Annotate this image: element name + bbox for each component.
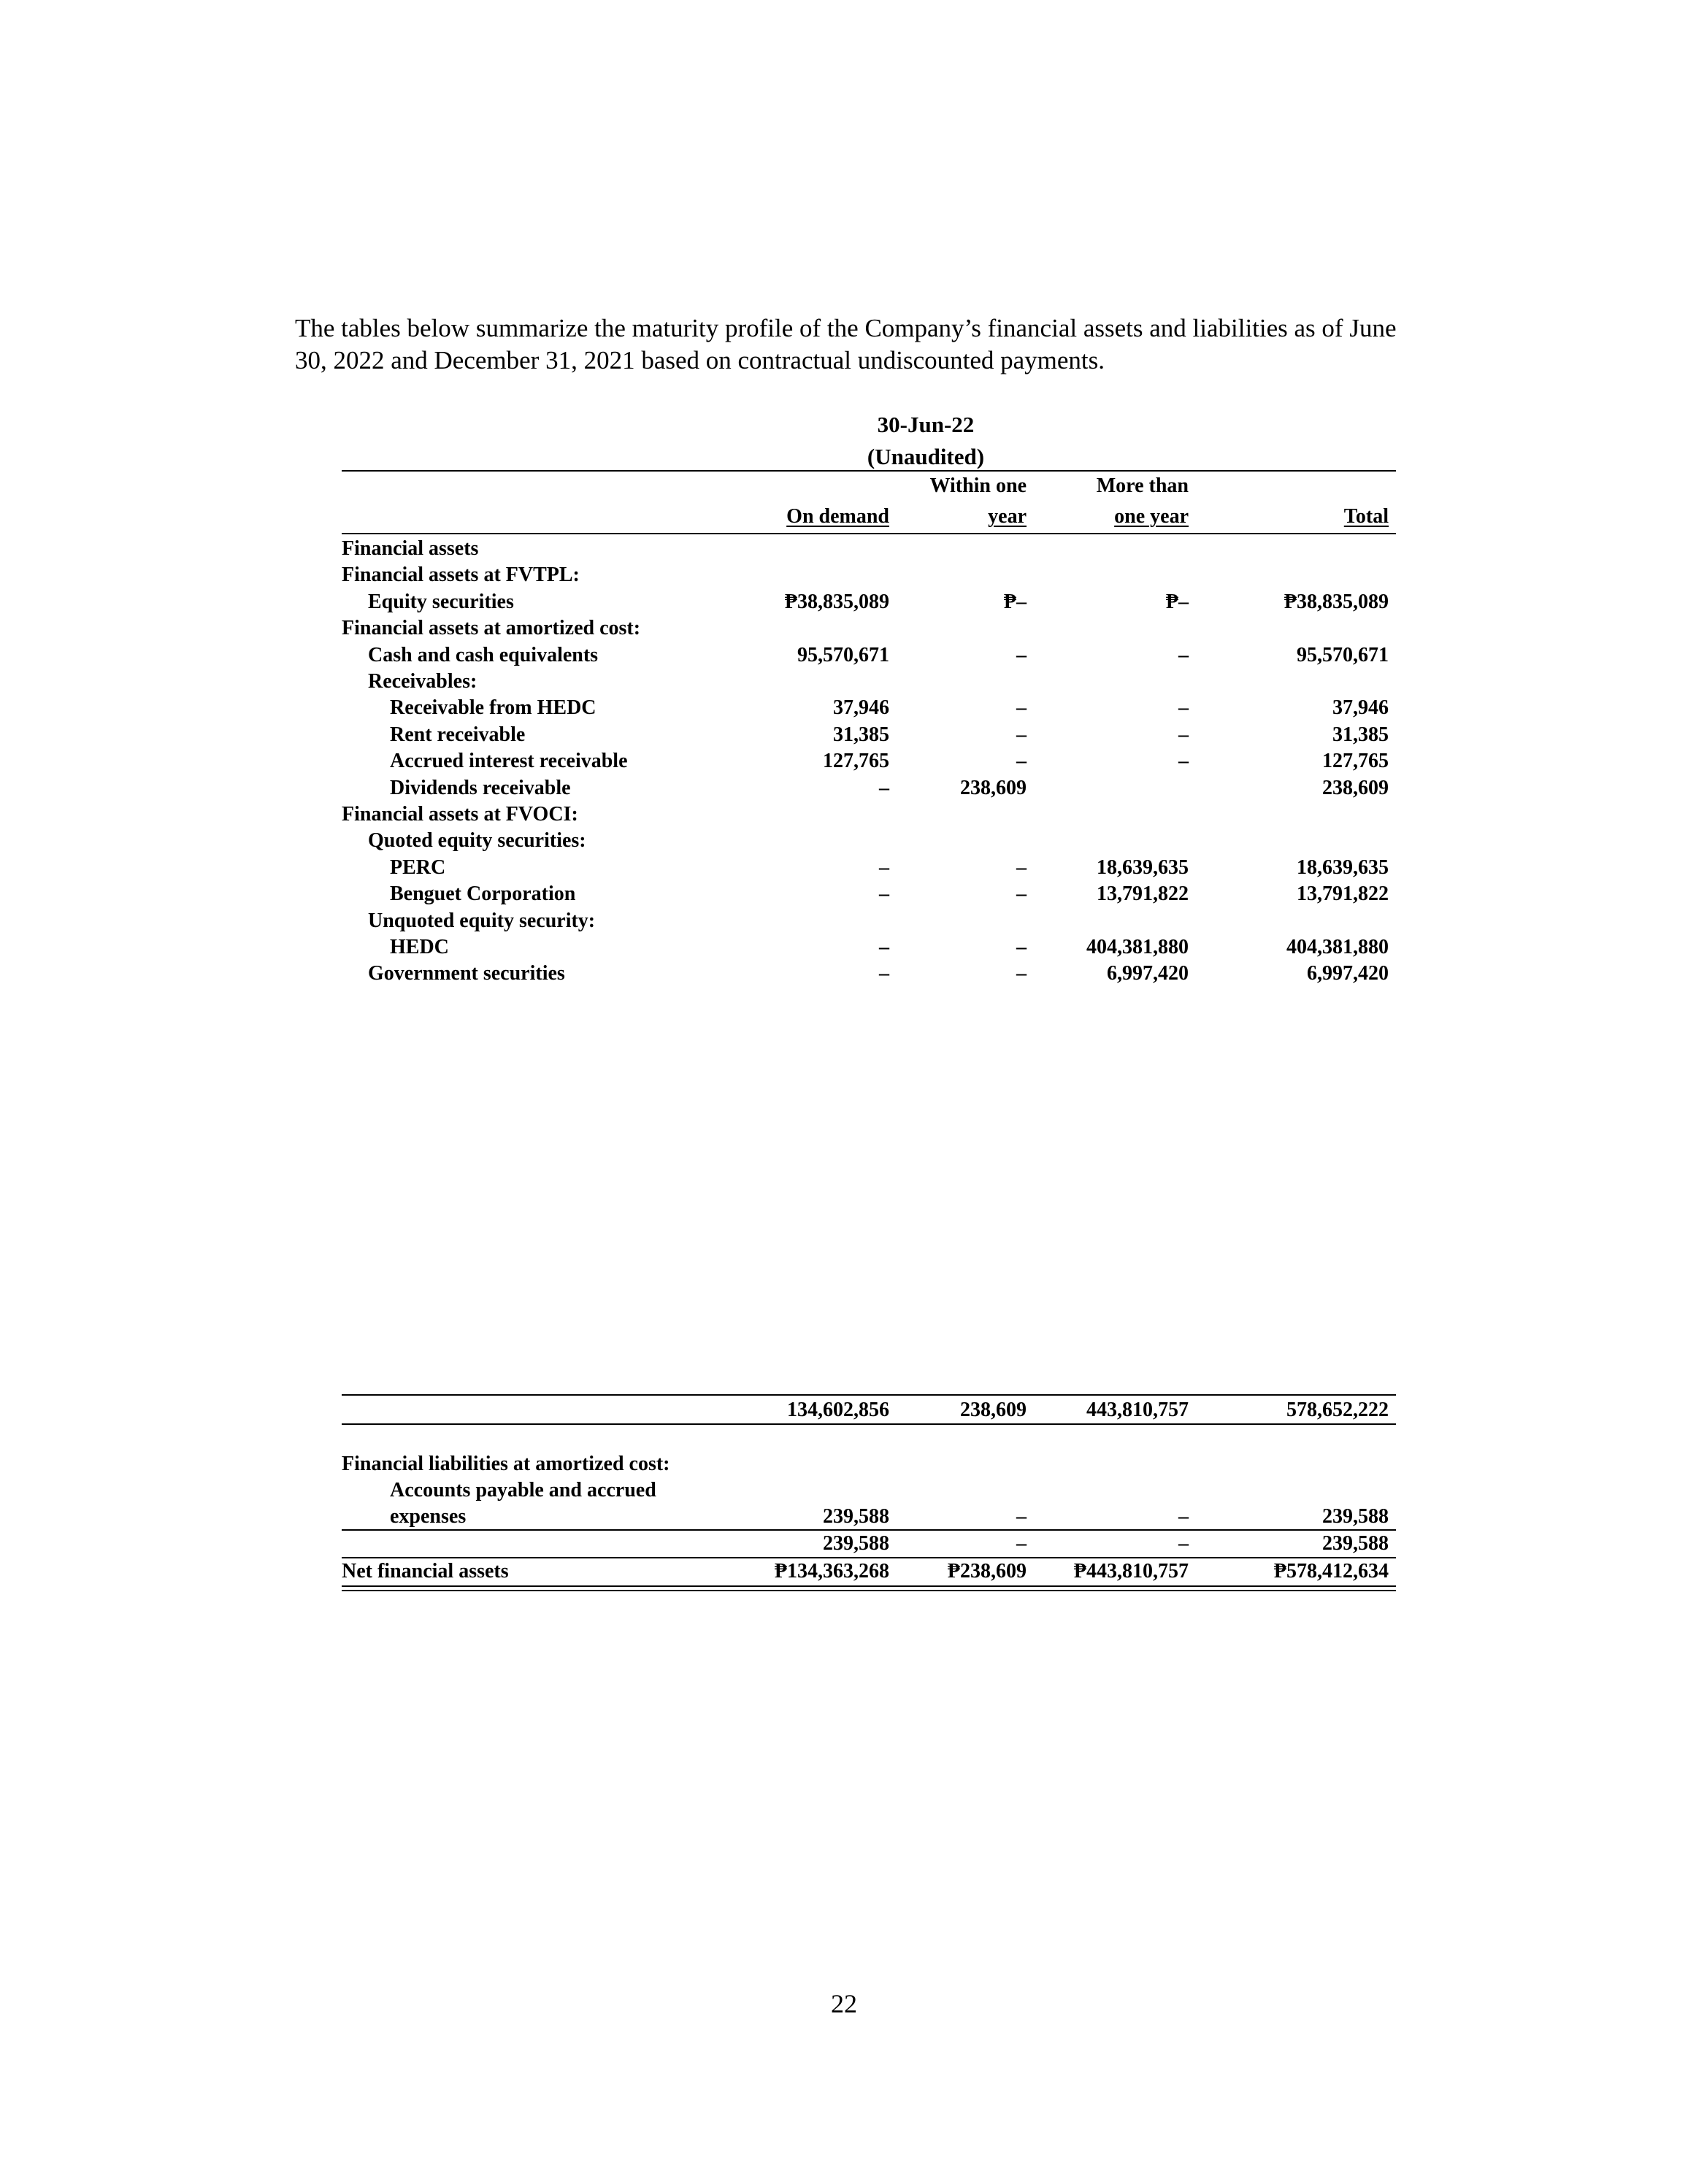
header-total: Total (1343, 505, 1389, 528)
cell-on-demand: ₱38,835,089 (784, 590, 889, 613)
cell-within-one: – (1016, 855, 1027, 879)
liabilities-on-demand: 239,588 (823, 1505, 889, 1528)
row-label: Accrued interest receivable (390, 750, 628, 773)
liabilities-item-label-1: Accounts payable and accrued (390, 1479, 656, 1502)
cell-more-than: 404,381,880 (1086, 936, 1189, 958)
cell-more-than: – (1178, 750, 1189, 773)
row-label: Financial assets (342, 537, 479, 560)
cell-on-demand: 95,570,671 (797, 643, 889, 666)
cell-total: 37,946 (1332, 696, 1389, 720)
row-label: Receivable from HEDC (390, 696, 596, 720)
cell-on-demand: 31,385 (833, 723, 889, 746)
assets-subtotal-rule (342, 1394, 1396, 1396)
row-label: Government securities (368, 962, 565, 985)
header-more-than-line2: one year (1114, 505, 1189, 528)
table-row (342, 775, 1396, 801)
liabilities-item-row-1 (342, 1477, 1396, 1504)
period-heading: 30-Jun-22 (877, 412, 975, 437)
header-within-one-line2: year (988, 505, 1027, 528)
row-label: Dividends receivable (390, 776, 571, 799)
cell-on-demand: – (879, 776, 889, 799)
table-row (342, 881, 1396, 907)
period-note: (Unaudited) (867, 444, 985, 469)
cell-on-demand: – (879, 855, 889, 879)
assets-total-total: 578,652,222 (1286, 1399, 1389, 1421)
table-row (342, 642, 1396, 669)
cell-within-one: – (1016, 750, 1027, 773)
cell-more-than: – (1178, 723, 1189, 746)
table-row (342, 855, 1396, 881)
liabilities-heading-row (342, 1451, 1396, 1477)
row-label: HEDC (390, 936, 449, 958)
header-more-than-line1: More than (1096, 474, 1189, 497)
cell-on-demand: – (879, 962, 889, 985)
table-row (342, 748, 1396, 774)
table-row (342, 934, 1396, 961)
cell-more-than: 6,997,420 (1107, 962, 1189, 985)
cell-total: 404,381,880 (1286, 936, 1389, 958)
table-row (342, 669, 1396, 695)
net-label: Net financial assets (342, 1560, 509, 1583)
page-number: 22 (831, 1989, 857, 2018)
assets-subtotal-bottom-rule (342, 1423, 1396, 1425)
net-on-demand: ₱134,363,268 (774, 1560, 889, 1583)
cell-more-than: – (1178, 643, 1189, 666)
cell-on-demand: – (879, 883, 889, 906)
row-label: Cash and cash equivalents (368, 643, 599, 666)
cell-within-one: – (1016, 696, 1027, 720)
row-label: Receivables: (368, 670, 477, 693)
row-label: Unquoted equity security: (368, 909, 596, 932)
cell-on-demand: 127,765 (823, 750, 889, 773)
liabilities-subtotal-on-demand: 239,588 (823, 1532, 889, 1555)
net-double-rule-2 (342, 1590, 1396, 1591)
table-row (342, 695, 1396, 721)
row-label: Equity securities (368, 590, 514, 613)
assets-total-on-demand: 134,602,856 (787, 1399, 889, 1421)
cell-total: 95,570,671 (1297, 643, 1389, 666)
cell-on-demand: – (879, 936, 889, 958)
header-top-rule (342, 470, 1396, 472)
table-row (342, 801, 1396, 828)
cell-total: 127,765 (1322, 750, 1389, 773)
table-row (342, 536, 1396, 562)
cell-total: 18,639,635 (1297, 855, 1389, 879)
liabilities-subtotal-more-than: – (1178, 1532, 1189, 1555)
liabilities-total: 239,588 (1322, 1505, 1389, 1528)
assets-subtotal-row (342, 1397, 1396, 1423)
cell-total: 6,997,420 (1307, 962, 1389, 985)
liabilities-heading: Financial liabilities at amortized cost: (342, 1453, 670, 1475)
cell-more-than: 18,639,635 (1097, 855, 1189, 879)
liabilities-item-label-2: expenses (390, 1505, 467, 1528)
cell-total: ₱38,835,089 (1284, 590, 1389, 613)
net-double-rule-1 (342, 1585, 1396, 1587)
net-within-one: ₱238,609 (947, 1560, 1027, 1583)
row-label: Quoted equity securities: (368, 829, 586, 853)
liabilities-subtotal-total: 239,588 (1322, 1532, 1389, 1555)
row-label: Financial assets at FVOCI: (342, 803, 578, 826)
cell-on-demand: 37,946 (833, 696, 889, 720)
net-more-than: ₱443,810,757 (1073, 1560, 1189, 1583)
table-row (342, 562, 1396, 588)
assets-total-more-than: 443,810,757 (1086, 1399, 1189, 1421)
row-label: Financial assets at amortized cost: (342, 617, 641, 640)
cell-within-one: ₱– (1003, 590, 1027, 613)
net-total: ₱578,412,634 (1273, 1560, 1389, 1583)
liabilities-more-than: – (1178, 1505, 1189, 1528)
row-label: Financial assets at FVTPL: (342, 564, 580, 587)
assets-total-within-one: 238,609 (960, 1399, 1027, 1421)
liabilities-within-one: – (1016, 1505, 1027, 1528)
table-row (342, 615, 1396, 642)
liabilities-subtotal-row (342, 1531, 1396, 1557)
cell-within-one: – (1016, 962, 1027, 985)
cell-more-than: – (1178, 696, 1189, 720)
table-row (342, 722, 1396, 748)
liabilities-subtotal-within-one: – (1016, 1532, 1027, 1555)
table-row (342, 589, 1396, 615)
header-on-demand: On demand (786, 505, 889, 528)
cell-within-one: – (1016, 936, 1027, 958)
table-row (342, 961, 1396, 987)
net-row (342, 1558, 1396, 1585)
header-within-one-line1: Within one (929, 474, 1027, 497)
cell-more-than: ₱– (1165, 590, 1189, 613)
cell-total: 238,609 (1322, 776, 1389, 799)
cell-more-than: 13,791,822 (1097, 883, 1189, 906)
cell-within-one: – (1016, 883, 1027, 906)
liabilities-item-row-2 (342, 1504, 1396, 1530)
intro-paragraph: The tables below summarize the maturity profile of the Company’s financial assets and liabilities as of June 30, 2022 and December 31, 2021 based on contractual undiscounted payments. (295, 314, 1397, 374)
table-row (342, 828, 1396, 854)
cell-within-one: 238,609 (960, 776, 1027, 799)
row-label: Benguet Corporation (390, 883, 576, 906)
cell-within-one: – (1016, 723, 1027, 746)
row-label: Rent receivable (390, 723, 526, 746)
cell-total: 31,385 (1332, 723, 1389, 746)
cell-total: 13,791,822 (1297, 883, 1389, 906)
cell-within-one: – (1016, 643, 1027, 666)
table-row (342, 908, 1396, 934)
row-label: PERC (390, 855, 446, 879)
header-bottom-rule (342, 533, 1396, 534)
